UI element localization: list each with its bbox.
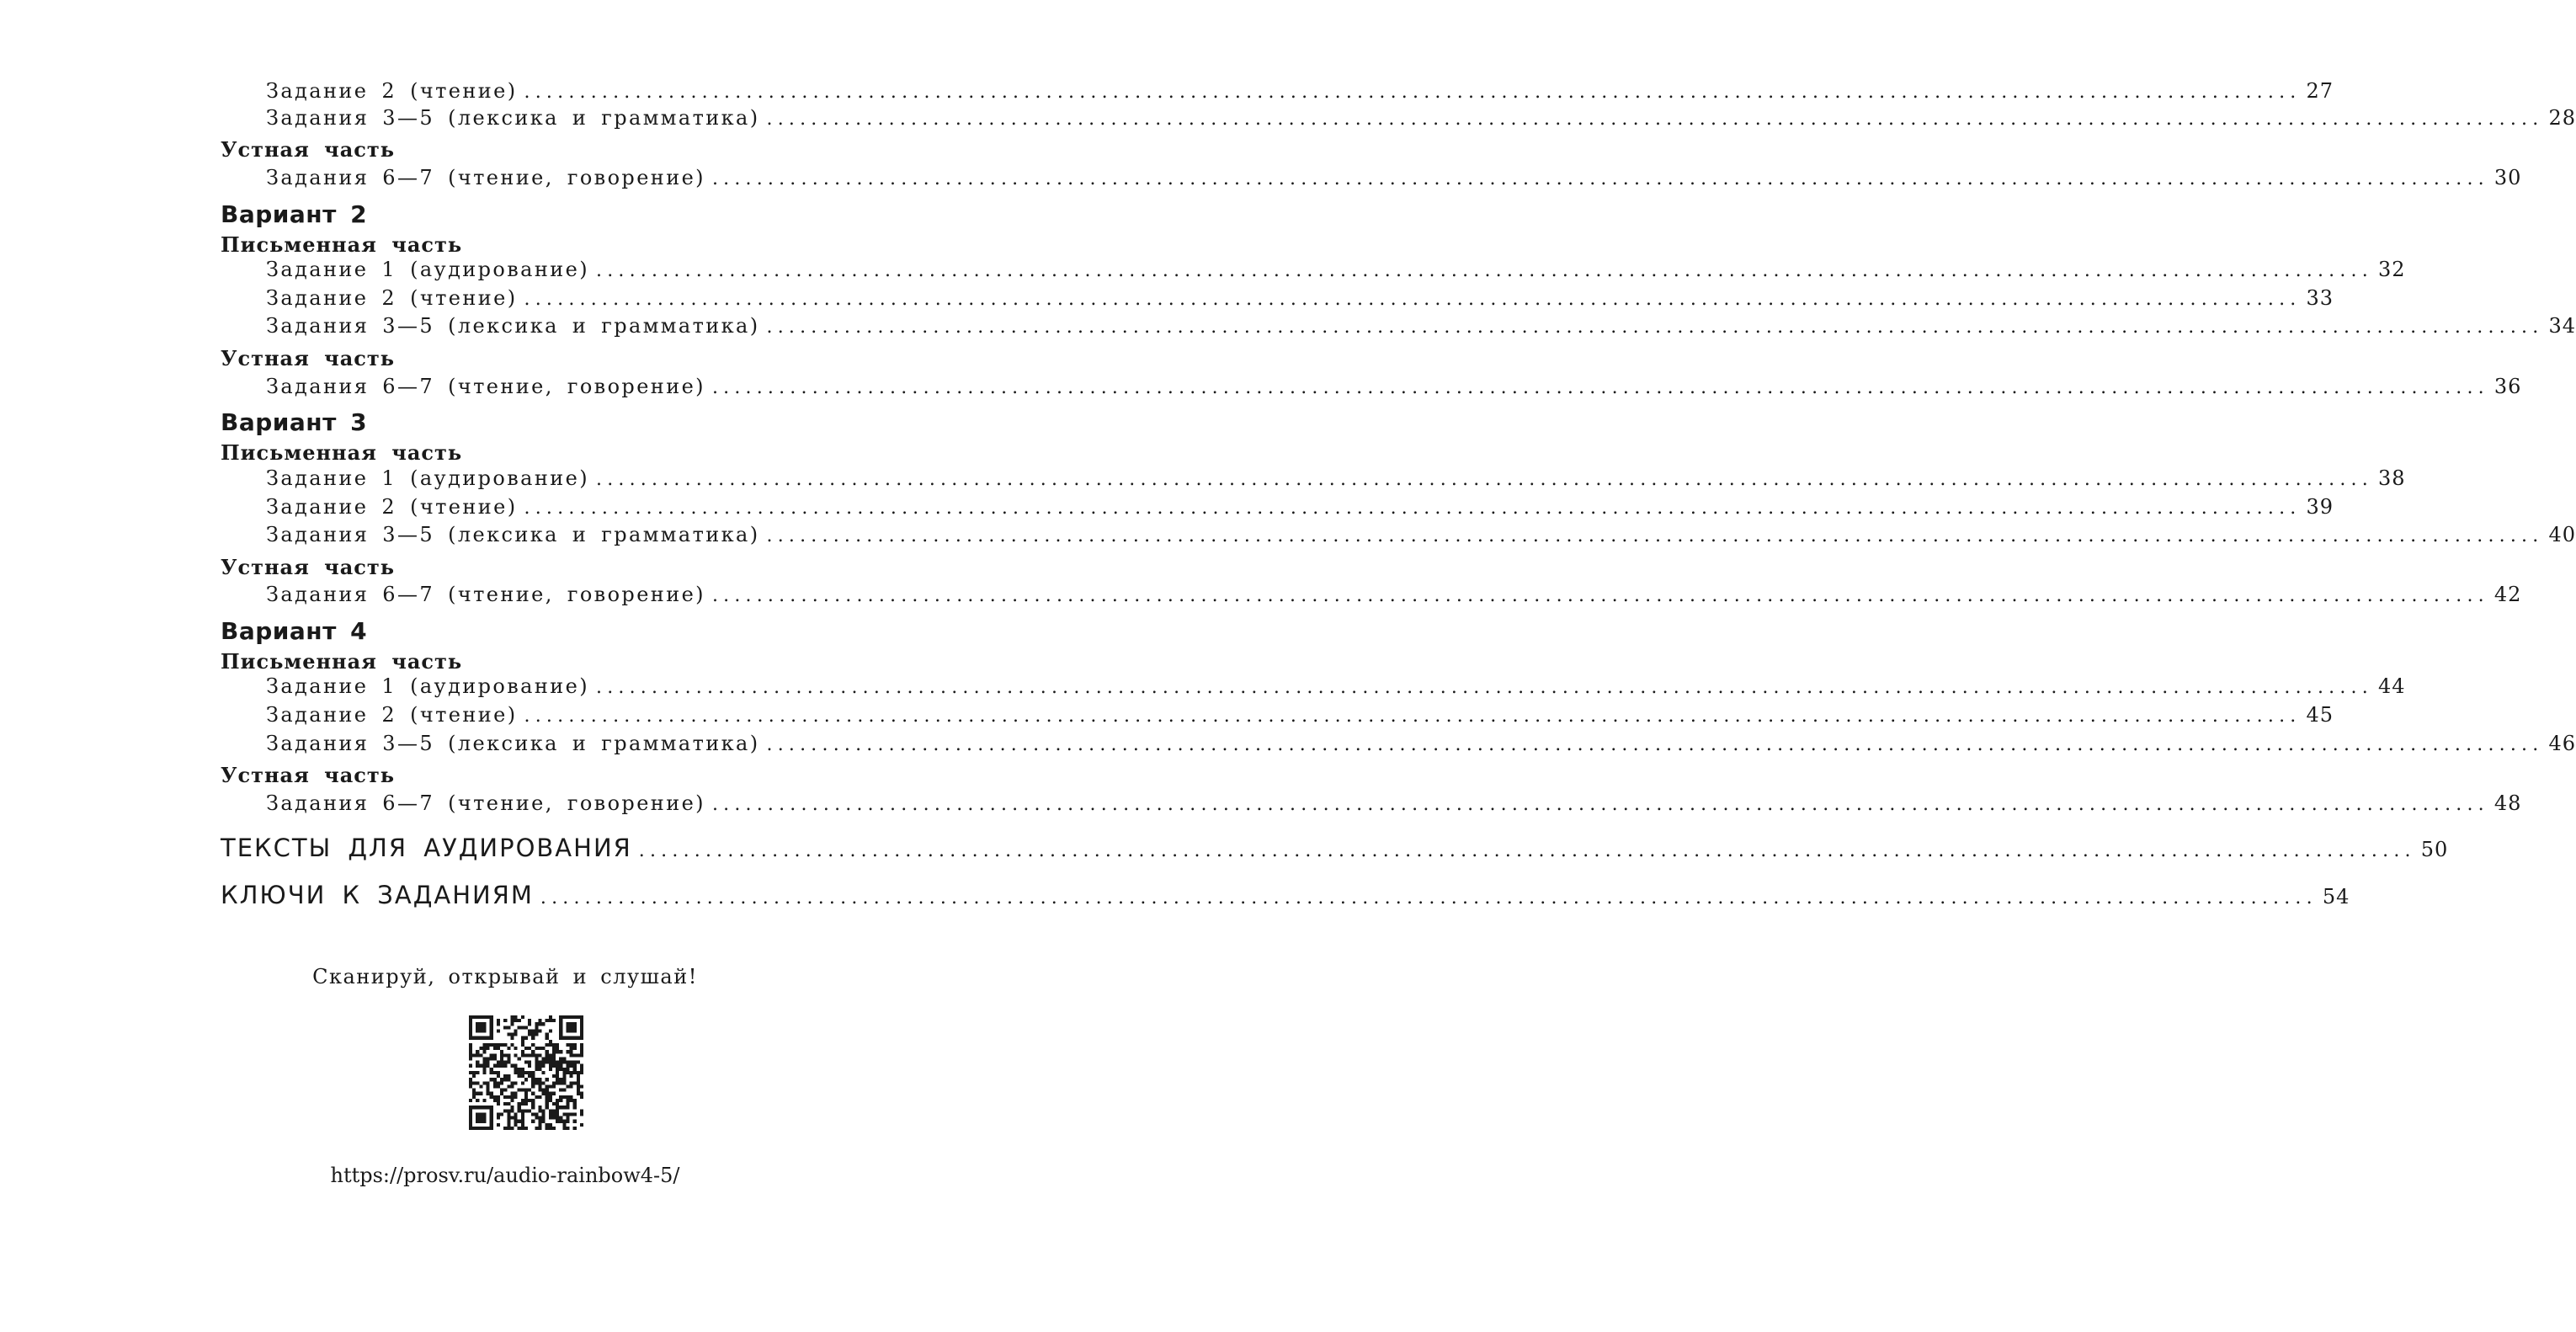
- toc-entry-page: 28: [2548, 106, 2576, 130]
- toc-entry[interactable]: [221, 583, 2522, 613]
- toc-section-listening-texts[interactable]: [221, 834, 2449, 867]
- toc-section-page: 50: [2420, 838, 2449, 861]
- part-heading-written: Письменная часть: [221, 440, 463, 465]
- toc-entry-label: Задания 6—7 (чтение, говорение): [266, 791, 705, 815]
- toc-entry-page: 39: [2306, 495, 2334, 519]
- toc-entry-page: 33: [2306, 286, 2334, 310]
- variant-heading: Вариант 4: [221, 617, 368, 645]
- dot-leader: ................................................................................................................................................................: [524, 706, 2302, 727]
- toc-entry-label: Задание 1 (аудирование): [266, 466, 590, 490]
- dot-leader: ................................................................................................................................................................: [711, 377, 2489, 398]
- toc-section-page: 54: [2322, 885, 2350, 908]
- toc-entry-label: Задание 1 (аудирование): [266, 258, 590, 281]
- toc-entry[interactable]: [221, 375, 2522, 405]
- toc-entry-label: Задание 2 (чтение): [266, 286, 518, 310]
- toc-entry-label: Задание 2 (чтение): [266, 495, 518, 519]
- toc-entry-page: 32: [2377, 258, 2406, 281]
- scan-caption: Сканируй, открывай и слушай!: [312, 965, 698, 988]
- toc-entry-label: Задания 6—7 (чтение, говорение): [266, 583, 705, 606]
- dot-leader: ................................................................................................................................................................: [766, 734, 2544, 755]
- toc-entry-label: Задания 3—5 (лексика и грамматика): [266, 106, 760, 130]
- toc-entry-page: 45: [2306, 703, 2334, 727]
- part-heading-oral: Устная часть: [221, 763, 396, 787]
- part-heading-written: Письменная часть: [221, 232, 463, 257]
- dot-leader: ................................................................................................................................................................: [596, 469, 2373, 490]
- toc-entry-page: 40: [2548, 523, 2576, 546]
- part-heading-oral: Устная часть: [221, 346, 396, 370]
- dot-leader: ................................................................................................................................................................: [596, 677, 2373, 698]
- toc-entry-page: 48: [2494, 791, 2522, 815]
- toc-entry[interactable]: [221, 703, 2334, 733]
- toc-entry-label: Задания 3—5 (лексика и грамматика): [266, 523, 760, 546]
- toc-entry[interactable]: [221, 466, 2406, 497]
- toc-entry-page: 34: [2548, 314, 2576, 338]
- toc-entry[interactable]: [221, 732, 2576, 762]
- toc-entry[interactable]: [221, 286, 2334, 317]
- dot-leader: ................................................................................................................................................................: [540, 887, 2318, 908]
- toc-entry-page: 30: [2494, 166, 2522, 189]
- toc-entry-label: Задания 3—5 (лексика и грамматика): [266, 732, 760, 755]
- dot-leader: ................................................................................................................................................................: [711, 168, 2489, 189]
- toc-entry-label: Задания 3—5 (лексика и грамматика): [266, 314, 760, 338]
- dot-leader: ................................................................................................................................................................: [711, 794, 2489, 815]
- part-heading-written: Письменная часть: [221, 649, 463, 674]
- toc-entry[interactable]: [221, 523, 2576, 553]
- part-heading-oral: Устная часть: [221, 555, 396, 579]
- toc-entry-page: 36: [2494, 375, 2522, 398]
- qr-code-icon[interactable]: [469, 1015, 583, 1130]
- dot-leader: ................................................................................................................................................................: [638, 840, 2416, 861]
- part-heading-oral: Устная часть: [221, 137, 396, 162]
- dot-leader: ................................................................................................................................................................: [766, 109, 2544, 130]
- toc-entry[interactable]: [221, 79, 2334, 109]
- dot-leader: ................................................................................................................................................................: [766, 525, 2544, 546]
- toc-entry-page: 38: [2377, 466, 2406, 490]
- toc-entry[interactable]: [221, 258, 2406, 288]
- toc-entry[interactable]: [221, 791, 2522, 822]
- dot-leader: ................................................................................................................................................................: [766, 317, 2544, 338]
- dot-leader: ................................................................................................................................................................: [596, 260, 2373, 281]
- toc-entry-label: Задание 2 (чтение): [266, 703, 518, 727]
- toc-section-label: КЛЮЧИ К ЗАДАНИЯМ: [221, 881, 534, 909]
- toc-entry-page: 27: [2306, 79, 2334, 103]
- dot-leader: ................................................................................................................................................................: [524, 289, 2302, 310]
- toc-entry[interactable]: [221, 495, 2334, 525]
- toc-entry-page: 44: [2377, 674, 2406, 698]
- audio-link[interactable]: https://prosv.ru/audio-rainbow4-5/: [330, 1164, 680, 1187]
- variant-heading: Вариант 3: [221, 408, 368, 436]
- dot-leader: ................................................................................................................................................................: [524, 498, 2302, 519]
- toc-entry[interactable]: [221, 314, 2576, 344]
- toc-entry-label: Задание 2 (чтение): [266, 79, 518, 103]
- toc-entry-label: Задание 1 (аудирование): [266, 674, 590, 698]
- toc-entry[interactable]: [221, 166, 2522, 196]
- toc-entry-page: 42: [2494, 583, 2522, 606]
- toc-entry[interactable]: [221, 674, 2406, 705]
- toc-entry-label: Задания 6—7 (чтение, говорение): [266, 166, 705, 189]
- toc-entry[interactable]: [221, 106, 2576, 136]
- toc-entry-label: Задания 6—7 (чтение, говорение): [266, 375, 705, 398]
- dot-leader: ................................................................................................................................................................: [711, 585, 2489, 606]
- toc-section-answer-keys[interactable]: [221, 881, 2350, 914]
- toc-entry-page: 46: [2548, 732, 2576, 755]
- dot-leader: ................................................................................................................................................................: [524, 82, 2302, 103]
- toc-section-label: ТЕКСТЫ ДЛЯ АУДИРОВАНИЯ: [221, 834, 632, 862]
- variant-heading: Вариант 2: [221, 200, 368, 228]
